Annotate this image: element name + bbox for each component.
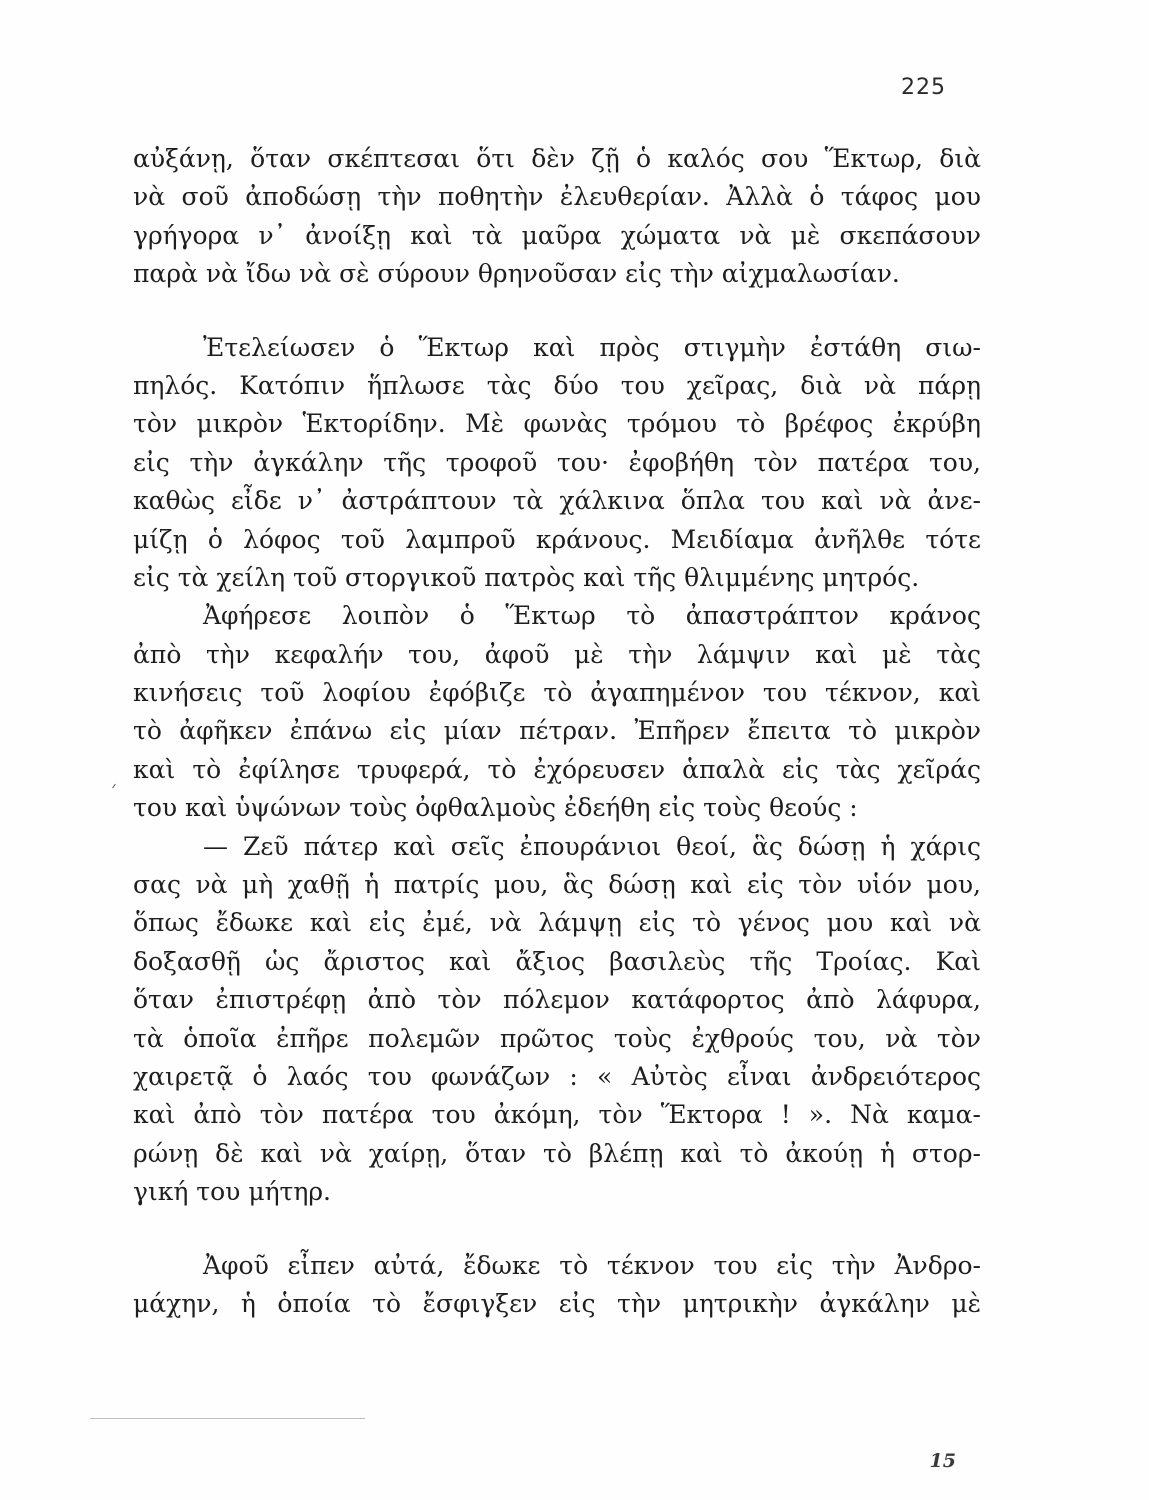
text-line: εἰς τὴν ἀγκάλην τῆς τροφοῦ του· ἐφοβήθη τὸν πατέρα του, [133, 447, 981, 477]
text-line: — Ζεῦ πάτερ καὶ σεῖς ἐπουράνιοι θεοί, ἃς δώσῃ ἡ χάρις [203, 831, 981, 861]
paragraph [133, 1247, 981, 1324]
text-line: παρὰ νὰ ἴδω νὰ σὲ σύρουν θρηνοῦσαν εἰς τὴν αἰχμαλωσίαν. [133, 259, 900, 289]
paragraph [133, 828, 981, 1212]
text-line: καὶ ἀπὸ τὸν πατέρα του ἀκόμη, τὸν Ἕκτορα ! ». Νὰ καμα- [133, 1100, 981, 1130]
paragraph [133, 140, 981, 294]
text-line: πηλός. Κατόπιν ἥπλωσε τὰς δύο του χεῖρας, διὰ νὰ πάρῃ [133, 370, 981, 400]
text-line: Ἀφήρεσε λοιπὸν ὁ Ἕκτωρ τὸ ἀπαστράπτον κράνος [203, 601, 981, 631]
text-line: τὸν μικρὸν Ἑκτορίδην. Μὲ φωνὰς τρόμου τὸ βρέφος ἐκρύβη [133, 409, 981, 439]
text-line: ὅταν ἐπιστρέφῃ ἀπὸ τὸν πόλεμον κατάφορτος ἀπὸ λάφυρα, [133, 985, 981, 1015]
signature-mark: 15 [929, 1450, 956, 1472]
paragraph [133, 329, 981, 598]
text-line: σας νὰ μὴ χαθῇ ἡ πατρίς μου, ἃς δώσῃ καὶ εἰς τὸν υἱόν μου, [133, 870, 981, 900]
text-line: καθὼς εἶδε ν᾽ ἀστράπτουν τὰ χάλκινα ὅπλα του καὶ νὰ ἀνε- [133, 486, 981, 516]
paragraph-gap [133, 1212, 981, 1247]
text-line: ὅπως ἔδωκε καὶ εἰς ἐμέ, νὰ λάμψῃ εἰς τὸ γένος μου καὶ νὰ [133, 908, 981, 938]
text-line: τὰ ὁποῖα ἐπῆρε πολεμῶν πρῶτος τοὺς ἐχθρούς του, νὰ τὸν [133, 1023, 981, 1053]
text-line: του καὶ ὑψώνων τοὺς ὀφθαλμοὺς ἐδεήθη εἰς τοὺς θεούς : [133, 793, 858, 823]
text-line: αὐξάνῃ, ὅταν σκέπτεσαι ὅτι δὲν ζῇ ὁ καλός σου Ἕκτωρ, διὰ [133, 144, 981, 173]
text-line: γρήγορα ν᾽ ἀνοίξῃ καὶ τὰ μαῦρα χώματα νὰ μὲ σκεπάσουν [133, 220, 981, 250]
text-line: μάχην, ἡ ὁποία τὸ ἔσφιγξεν εἰς τὴν μητρικὴν ἀγκάλην μὲ [133, 1288, 981, 1318]
text-line: χαιρετᾷ ὁ λαός του φωνάζων : « Αὐτὸς εἶναι ἀνδρειότερος [133, 1061, 981, 1091]
text-line: εἰς τὰ χείλη τοῦ στοργικοῦ πατρὸς καὶ τῆς θλιμμένης μητρός. [133, 562, 920, 592]
text-line: Ἀφοῦ εἶπεν αὐτά, ἔδωκε τὸ τέκνον του εἰς τὴν Ἀνδρο- [203, 1250, 981, 1280]
footer-rule [90, 1418, 365, 1419]
text-line: κινήσεις τοῦ λοφίου ἐφόβιζε τὸ ἀγαπημένον του τέκνον, καὶ [133, 678, 981, 708]
text-line: τὸ ἀφῆκεν ἐπάνω εἰς μίαν πέτραν. Ἐπῆρεν ἔπειτα τὸ μικρὸν [133, 716, 981, 746]
margin-mark [112, 784, 120, 792]
text-line: δοξασθῇ ὡς ἄριστος καὶ ἄξιος βασιλεὺς τῆς Τροίας. Καὶ [133, 946, 981, 976]
paragraph-gap [133, 294, 981, 329]
text-line: νὰ σοῦ ἀποδώσῃ τὴν ποθητὴν ἐλευθερίαν. Ἀλλὰ ὁ τάφος μου [133, 182, 981, 212]
body-text [133, 140, 981, 1323]
paragraph [133, 597, 981, 827]
text-line: ρώνῃ δὲ καὶ νὰ χαίρῃ, ὅταν τὸ βλέπῃ καὶ τὸ ἀκούῃ ἡ στορ- [133, 1138, 981, 1168]
text-line: γική του μήτηρ. [133, 1177, 331, 1207]
page-number: 225 [901, 75, 946, 100]
text-line: ἀπὸ τὴν κεφαλήν του, ἀφοῦ μὲ τὴν λάμψιν καὶ μὲ τὰς [133, 639, 981, 669]
text-line: Ἐτελείωσεν ὁ Ἕκτωρ καὶ πρὸς στιγμὴν ἐστάθη σιω- [203, 332, 981, 362]
text-line: μίζῃ ὁ λόφος τοῦ λαμπροῦ κράνους. Μειδίαμα ἀνῆλθε τότε [133, 524, 981, 554]
text-line: καὶ τὸ ἐφίλησε τρυφερά, τὸ ἐχόρευσεν ἁπαλὰ εἰς τὰς χεῖράς [133, 754, 981, 784]
